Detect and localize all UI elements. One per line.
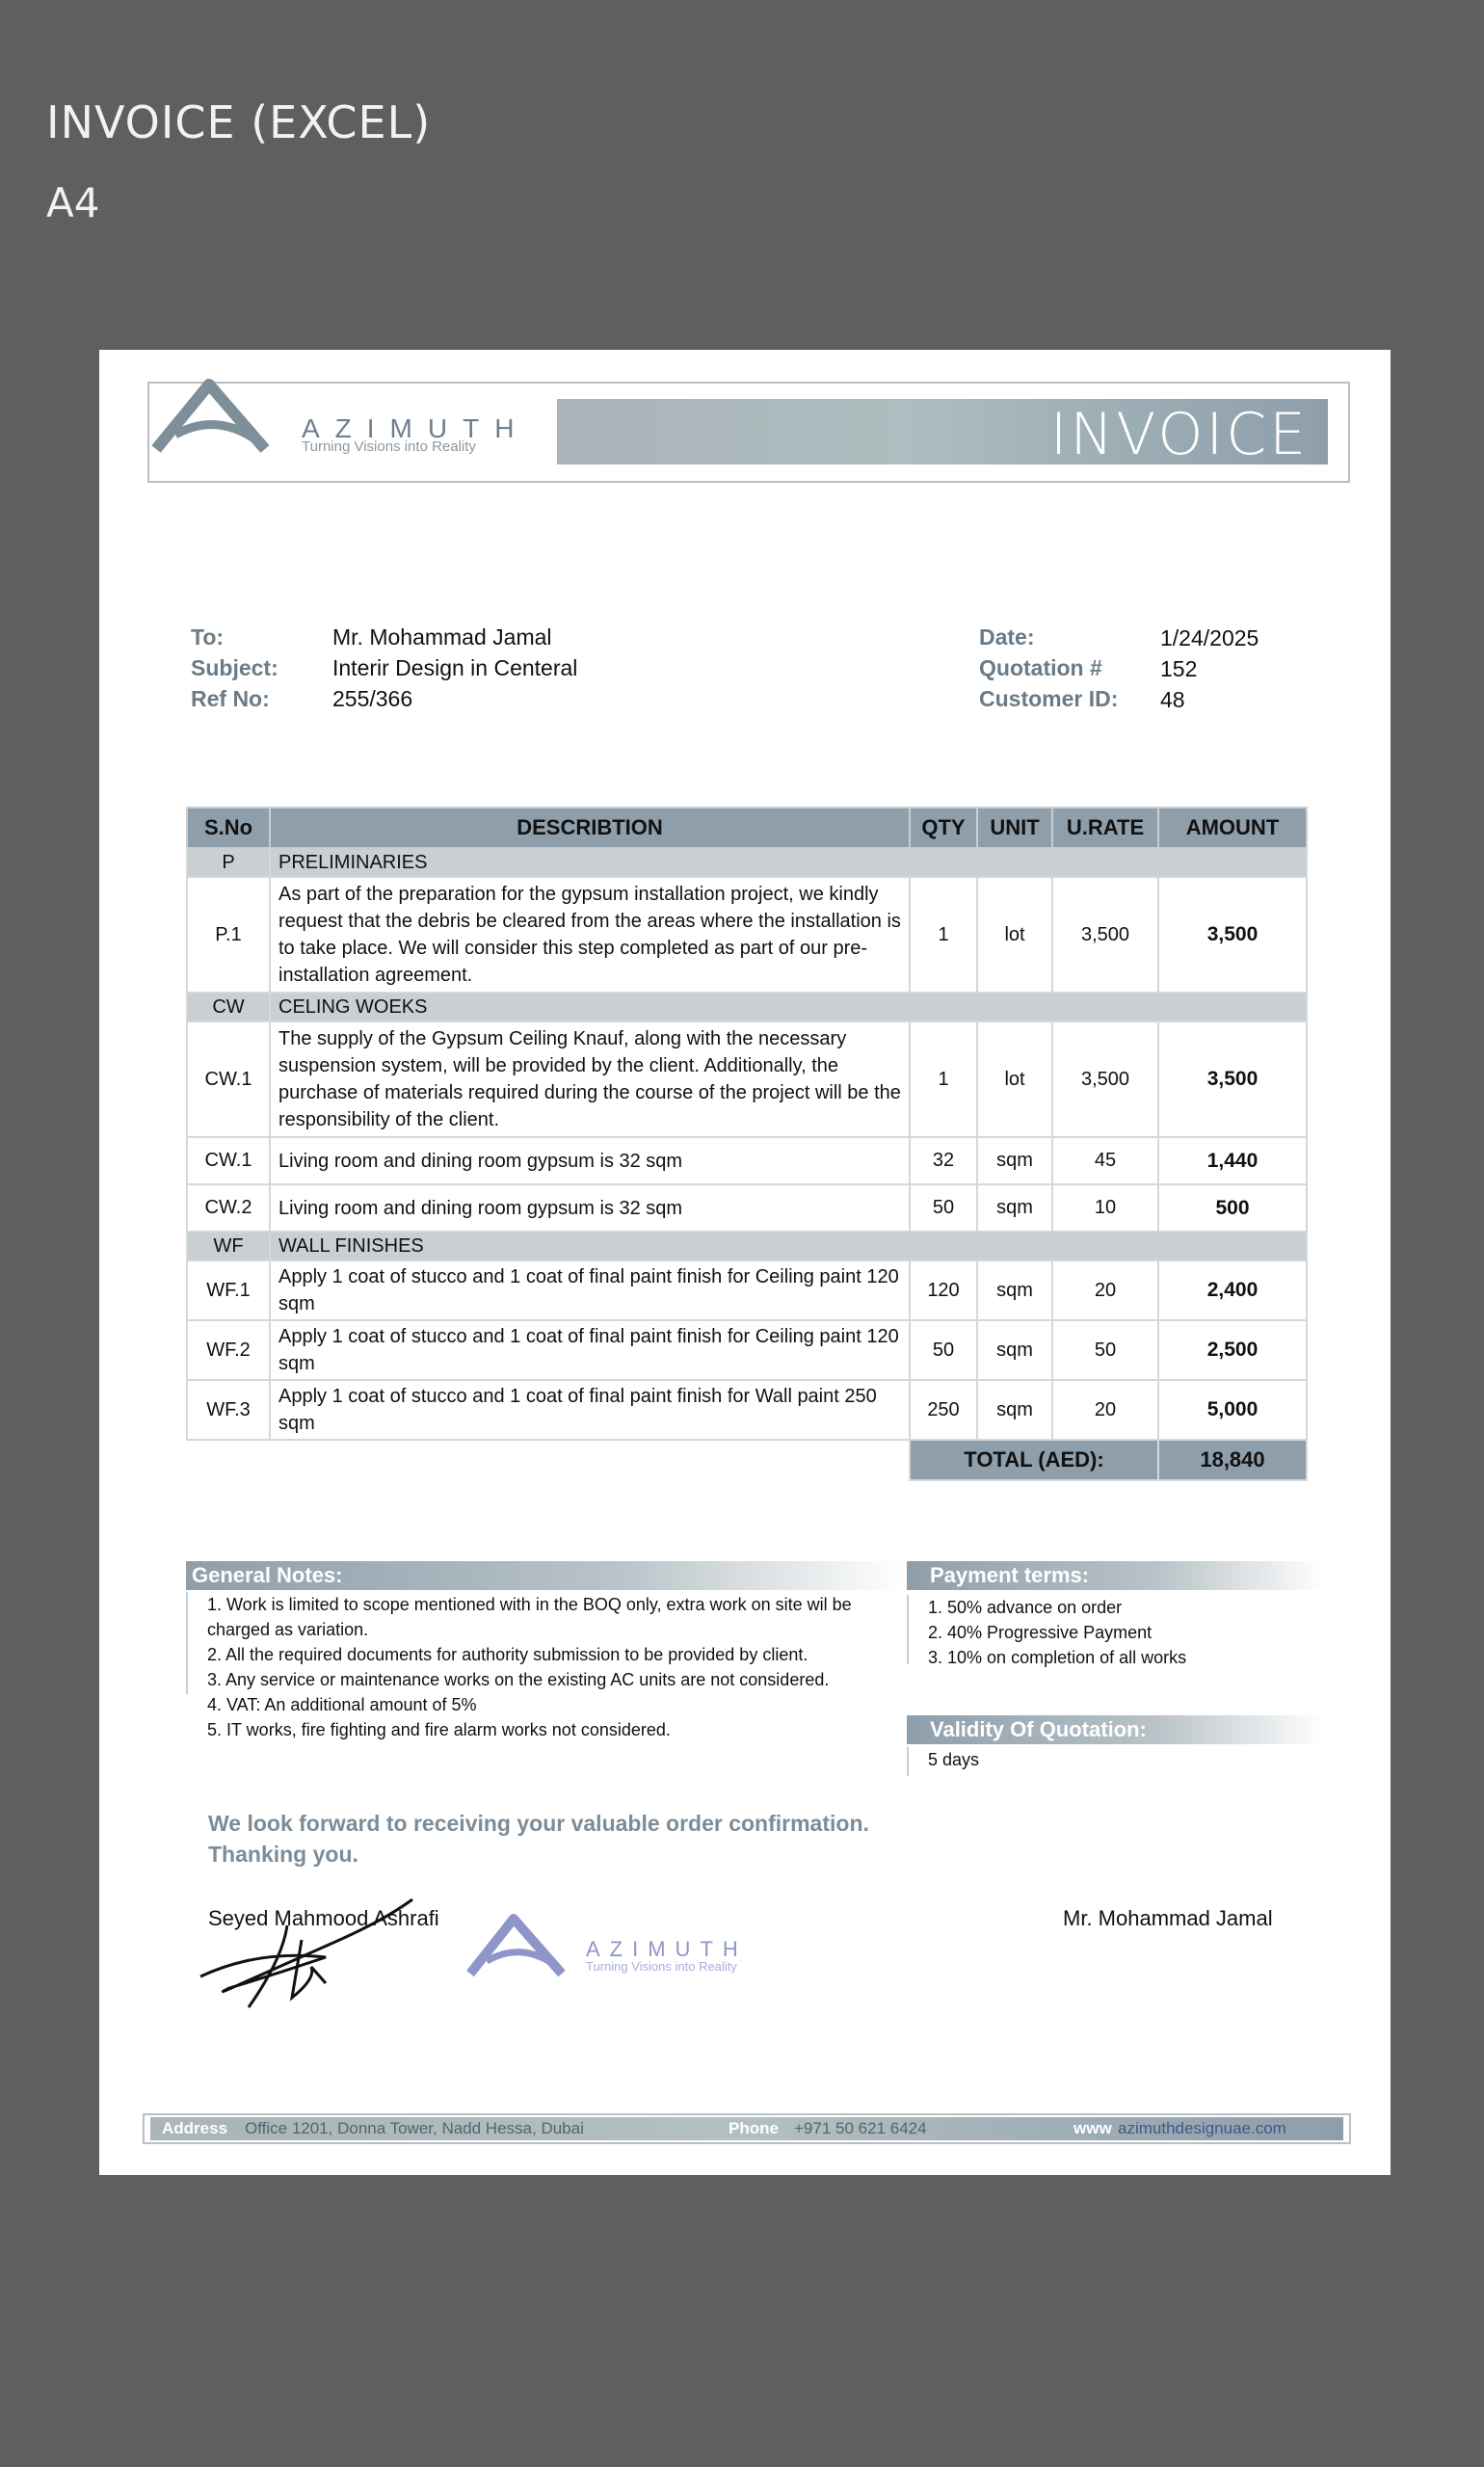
row-unit: lot [977,1021,1052,1137]
subject-value: Interir Design in Centeral [332,655,578,680]
quotation-label: Quotation # [979,655,1102,680]
brand-tagline: Turning Visions into Reality [302,438,476,455]
address-value: Office 1201, Donna Tower, Nadd Hessa, Dubai [245,2119,584,2137]
table-row [187,1021,1307,1137]
invoice-title: INVOICE [1049,401,1309,468]
row-rate: 50 [1052,1320,1158,1380]
row-qty: 50 [910,1184,977,1232]
row-qty: 250 [910,1380,977,1440]
ref-value: 255/366 [332,686,413,711]
row-qty: 1 [910,1021,977,1137]
row-sno: WF.1 [187,1260,270,1320]
table-header-row [187,808,1307,848]
total-row [187,1440,1307,1480]
row-rate: 3,500 [1052,877,1158,993]
closing-message [208,1808,869,1870]
web-link[interactable]: azimuthdesignuae.com [1118,2119,1286,2137]
to-values [332,622,577,714]
page-subheading: A4 [46,179,100,226]
row-qty: 32 [910,1137,977,1184]
section-code: CW [187,993,270,1021]
row-unit: sqm [977,1137,1052,1184]
note-item: 1. Work is limited to scope mentioned with in the BOQ only, extra work on site wil be [207,1595,852,1614]
row-amount: 5,000 [1158,1380,1307,1440]
to-labels [191,622,278,714]
table-row [187,1184,1307,1232]
row-description: The supply of the Gypsum Ceiling Knauf, along with the necessary suspension system, will be provided by the client. Additionally, the purchase of materials required during the course of the project will be the responsibility of the client. [270,1021,910,1137]
section-row [187,993,1307,1021]
phone-value: +971 50 621 6424 [794,2119,927,2137]
note-item: 5. IT works, fire fighting and fire alarm works not considered. [207,1720,671,1739]
stamp-brand-name: AZIMUTH [586,1937,748,1961]
to-label: To: [191,624,225,650]
phone-label: Phone [729,2119,779,2137]
table-row [187,1260,1307,1320]
row-amount: 2,500 [1158,1320,1307,1380]
row-qty: 1 [910,877,977,993]
date-label: Date: [979,624,1035,650]
row-sno: WF.2 [187,1320,270,1380]
total-label: TOTAL (AED): [910,1440,1158,1480]
table-row [187,877,1307,993]
row-unit: sqm [977,1260,1052,1320]
row-sno: P.1 [187,877,270,993]
header-description: DESCRIBTION [270,808,910,848]
closing-line-1: We look forward to receiving your valuable order confirmation. [208,1811,869,1836]
row-rate: 10 [1052,1184,1158,1232]
date-value: 1/24/2025 [1160,625,1259,650]
header-qty: QTY [910,808,977,848]
row-qty: 50 [910,1320,977,1380]
ref-label: Ref No: [191,686,270,711]
section-title: PRELIMINARIES [270,848,1307,877]
row-unit: sqm [977,1184,1052,1232]
section-title: WALL FINISHES [270,1232,1307,1260]
table-row [187,1137,1307,1184]
row-amount: 500 [1158,1184,1307,1232]
azimuth-logo-icon [151,377,277,454]
validity-title: Validity Of Quotation: [907,1715,1325,1744]
table-row [187,1380,1307,1440]
info-values [1160,623,1259,715]
row-unit: sqm [977,1380,1052,1440]
payment-term-item: 1. 50% advance on order [928,1598,1123,1617]
total-value: 18,840 [1158,1440,1307,1480]
row-rate: 3,500 [1052,1021,1158,1137]
row-amount: 3,500 [1158,877,1307,993]
web-label: www [1073,2119,1112,2137]
payment-terms-title: Payment terms: [907,1561,1325,1590]
row-amount: 1,440 [1158,1137,1307,1184]
header-unit: UNIT [977,808,1052,848]
note-item: 2. All the required documents for authority submission to be provided by client. [207,1645,808,1664]
general-notes-title: General Notes: [186,1561,905,1590]
validity-box [907,1747,1323,1776]
footer-bar [150,2117,1343,2140]
payment-term-item: 2. 40% Progressive Payment [928,1623,1153,1642]
section-code: WF [187,1232,270,1260]
row-rate: 45 [1052,1137,1158,1184]
row-sno: CW.2 [187,1184,270,1232]
row-description: Living room and dining room gypsum is 32 sqm [270,1137,910,1184]
payment-terms-list [907,1595,1323,1667]
row-unit: sqm [977,1320,1052,1380]
section-code: P [187,848,270,877]
invoice-banner [557,399,1328,468]
customer-id-value: 48 [1160,687,1185,712]
row-sno: CW.1 [187,1021,270,1137]
row-description: Apply 1 coat of stucco and 1 coat of final paint finish for Ceiling paint 120 sqm [270,1320,910,1380]
general-notes-list [186,1592,920,1739]
closing-line-2: Thanking you. [208,1842,358,1867]
info-labels [979,622,1118,714]
row-rate: 20 [1052,1260,1158,1320]
row-sno: WF.3 [187,1380,270,1440]
row-description: Living room and dining room gypsum is 32 sqm [270,1184,910,1232]
stamp-logo-icon [465,1911,571,1978]
to-value: Mr. Mohammad Jamal [332,624,552,650]
items-table [186,807,1308,1481]
subject-label: Subject: [191,655,278,680]
row-amount: 3,500 [1158,1021,1307,1137]
signer-left-name: Seyed Mahmood Ashrafi [208,1906,439,1930]
signer-right-name: Mr. Mohammad Jamal [1063,1906,1273,1930]
header-sno: S.No [187,808,270,848]
invoice-sheet [99,350,1391,2175]
note-item: 4. VAT: An additional amount of 5% [207,1695,477,1714]
page-heading: INVOICE (EXCEL) [46,96,432,148]
header-rate: U.RATE [1052,808,1158,848]
row-rate: 20 [1052,1380,1158,1440]
brand-name: AZIMUTH [302,413,530,443]
section-row [187,848,1307,877]
note-item: 3. Any service or maintenance works on the existing AC units are not considered. [207,1670,830,1689]
section-row [187,1232,1307,1260]
address-label: Address [162,2119,228,2137]
table-row [187,1320,1307,1380]
stamp-brand-tagline: Turning Visions into Reality [586,1959,737,1974]
section-title: CELING WOEKS [270,993,1307,1021]
customer-id-label: Customer ID: [979,686,1119,711]
signature-icon [191,1892,441,2017]
footer [143,2113,1351,2144]
row-qty: 120 [910,1260,977,1320]
row-description: Apply 1 coat of stucco and 1 coat of final paint finish for Ceiling paint 120 sqm [270,1260,910,1320]
quotation-value: 152 [1160,656,1198,681]
row-description: Apply 1 coat of stucco and 1 coat of final paint finish for Wall paint 250 sqm [270,1380,910,1440]
payment-term-item: 3. 10% on completion of all works [928,1648,1187,1667]
row-description: As part of the preparation for the gypsum installation project, we kindly request that the debris be cleared from the areas where the installation is to take place. We will consider this step completed as part of our pre-installation agreement. [270,877,910,993]
note-item: charged as variation. [207,1620,369,1639]
row-unit: lot [977,877,1052,993]
header-amount: AMOUNT [1158,808,1307,848]
row-sno: CW.1 [187,1137,270,1184]
row-amount: 2,400 [1158,1260,1307,1320]
validity-value: 5 days [928,1750,980,1769]
